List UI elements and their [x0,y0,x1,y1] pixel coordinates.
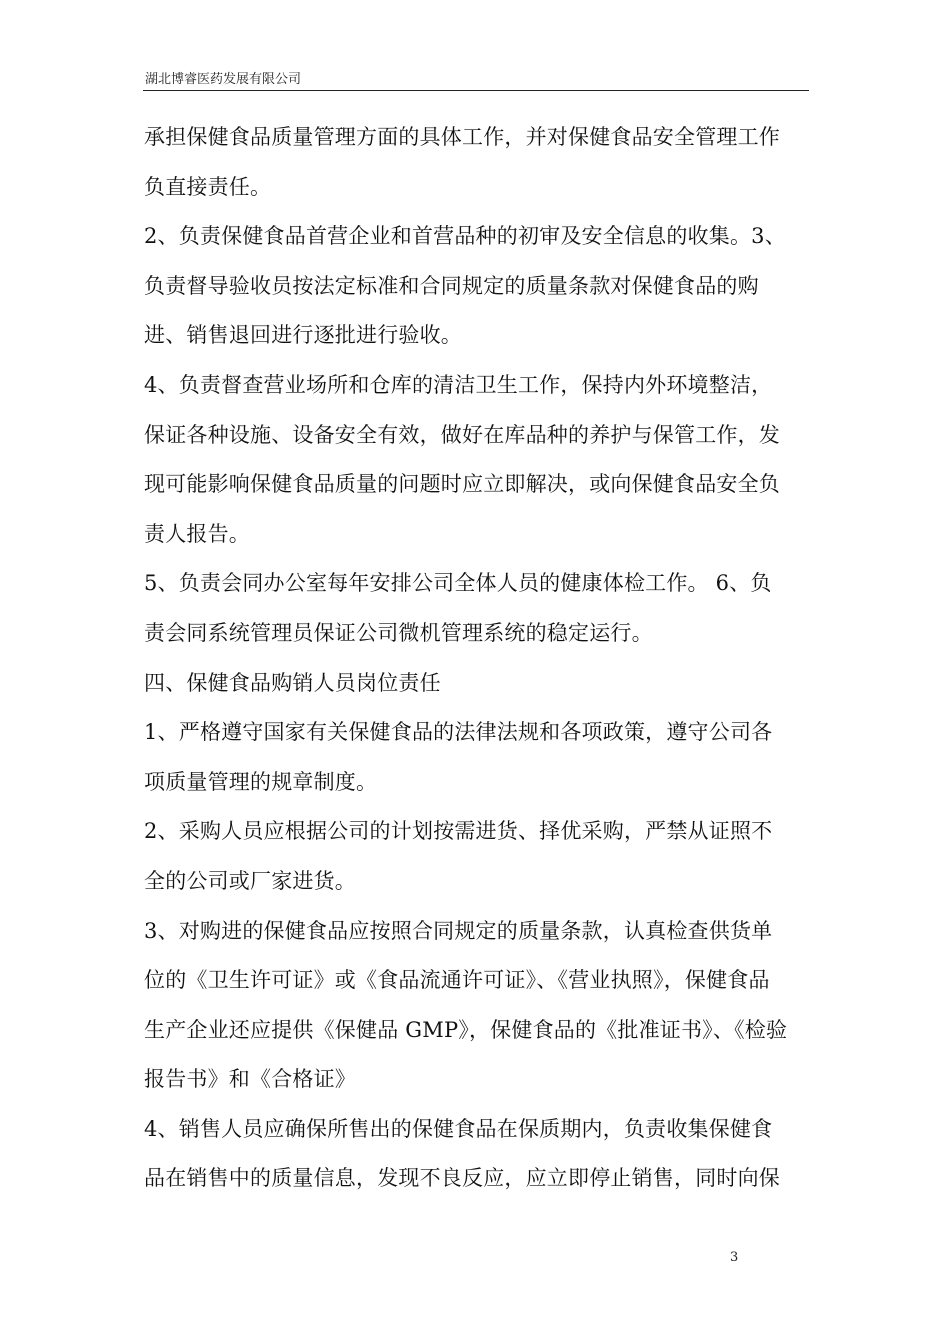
text-line: 责人报告。 [144,521,250,546]
text-line: 保证各种设施、设备安全有效，做好在库品种的养护与保管工作，发 [144,422,780,447]
text-line: 品在销售中的质量信息，发现不良反应，应立即停止销售，同时向保 [144,1166,780,1191]
text-line: 负直接责任。 [144,174,272,199]
text-line: 1、严格遵守国家有关保健食品的法律法规和各项政策，遵守公司各 [144,720,773,745]
text-line: 生产企业还应提供《保健品 GMP》，保健食品的《批准证书》、《检验 [144,1017,788,1042]
header-company-name: 湖北博睿医药发展有限公司 [145,72,302,87]
text-line: 承担保健食品质量管理方面的具体工作，并对保健食品安全管理工作 [144,125,780,149]
text-line: 位的《卫生许可证》或《食品流通许可证》、《营业执照》，保健食品 [144,968,770,993]
text-line: 2、采购人员应根据公司的计划按需进货、择优采购，严禁从证照不 [144,819,773,844]
text-line: 现可能影响保健食品质量的问题时应立即解决，或向保健食品安全负 [144,472,780,497]
text-line: 责会同系统管理员保证公司微机管理系统的稳定运行。 [144,620,653,645]
text-line: 项质量管理的规章制度。 [144,769,378,794]
text-line: 3、对购进的保健食品应按照合同规定的质量条款，认真检查供货单 [144,918,773,943]
text-line: 全的公司或厂家进货。 [144,868,356,893]
text-line: 进、销售退回进行逐批进行验收。 [144,323,462,348]
document-body [144,113,808,1204]
page-header [143,72,809,91]
page-number: 3 [730,1250,739,1265]
text-line: 2、负责保健食品首营企业和首营品种的初审及安全信息的收集。3、 [144,224,786,249]
text-line: 4、负责督查营业场所和仓库的清洁卫生工作，保持内外环境整洁， [144,372,773,397]
text-line: 负责督导验收员按法定标准和合同规定的质量条款对保健食品的购 [144,273,759,298]
text-line: 5、负责会同办公室每年安排公司全体人员的健康体检工作。 6、负 [144,571,772,596]
text-line: 报告书》和《合格证》 [144,1067,356,1092]
text-line: 4、销售人员应确保所售出的保健食品在保质期内，负责收集保健食 [144,1116,773,1141]
section-heading: 四、保健食品购销人员岗位责任 [144,670,441,695]
